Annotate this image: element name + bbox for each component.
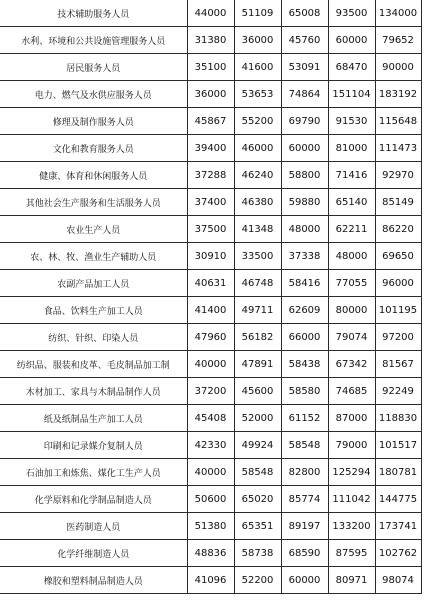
salary-value-cell: 58580 bbox=[281, 378, 328, 405]
salary-value-cell: 37500 bbox=[187, 216, 234, 243]
salary-value-cell: 85149 bbox=[375, 189, 421, 216]
salary-value-cell: 74685 bbox=[328, 378, 375, 405]
salary-value-cell: 69650 bbox=[375, 243, 421, 270]
salary-value-cell: 62609 bbox=[281, 297, 328, 324]
table-row bbox=[0, 405, 421, 432]
salary-value-cell: 79000 bbox=[328, 432, 375, 459]
occupation-cell: 农、林、牧、渔业生产辅助人员 bbox=[0, 243, 187, 270]
table-row bbox=[0, 513, 421, 540]
salary-value-cell: 47960 bbox=[187, 324, 234, 351]
salary-value-cell: 30910 bbox=[187, 243, 234, 270]
salary-value-cell: 58438 bbox=[281, 351, 328, 378]
occupation-cell: 化学纤维制造人员 bbox=[0, 540, 187, 567]
salary-value-cell: 58548 bbox=[234, 459, 281, 486]
salary-value-cell: 68590 bbox=[281, 540, 328, 567]
salary-value-cell: 47891 bbox=[234, 351, 281, 378]
salary-value-cell: 35100 bbox=[187, 54, 234, 81]
salary-value-cell: 90000 bbox=[375, 54, 421, 81]
salary-value-cell: 82800 bbox=[281, 459, 328, 486]
salary-value-cell: 180781 bbox=[375, 459, 421, 486]
salary-value-cell: 56182 bbox=[234, 324, 281, 351]
table-row bbox=[0, 216, 421, 243]
table-row bbox=[0, 567, 421, 594]
table-row bbox=[0, 324, 421, 351]
salary-value-cell: 45600 bbox=[234, 378, 281, 405]
table-row bbox=[0, 135, 421, 162]
salary-value-cell: 55200 bbox=[234, 108, 281, 135]
salary-value-cell: 48000 bbox=[328, 243, 375, 270]
salary-value-cell: 58800 bbox=[281, 162, 328, 189]
occupation-cell: 印刷和记录媒介复制人员 bbox=[0, 432, 187, 459]
occupation-cell: 文化和教育服务人员 bbox=[0, 135, 187, 162]
occupation-cell: 农副产品加工人员 bbox=[0, 270, 187, 297]
salary-value-cell: 45408 bbox=[187, 405, 234, 432]
table-row bbox=[0, 162, 421, 189]
table-row bbox=[0, 459, 421, 486]
table-row bbox=[0, 0, 421, 27]
salary-value-cell: 48000 bbox=[281, 216, 328, 243]
salary-value-cell: 46380 bbox=[234, 189, 281, 216]
salary-value-cell: 53653 bbox=[234, 81, 281, 108]
salary-value-cell: 40631 bbox=[187, 270, 234, 297]
salary-value-cell: 45867 bbox=[187, 108, 234, 135]
salary-value-cell: 87000 bbox=[328, 405, 375, 432]
salary-value-cell: 102762 bbox=[375, 540, 421, 567]
salary-value-cell: 91530 bbox=[328, 108, 375, 135]
salary-value-cell: 115648 bbox=[375, 108, 421, 135]
salary-value-cell: 183192 bbox=[375, 81, 421, 108]
table-row bbox=[0, 108, 421, 135]
salary-value-cell: 101195 bbox=[375, 297, 421, 324]
occupation-cell: 纸及纸制品生产加工人员 bbox=[0, 405, 187, 432]
table-row bbox=[0, 54, 421, 81]
table-row bbox=[0, 270, 421, 297]
salary-value-cell: 86220 bbox=[375, 216, 421, 243]
salary-value-cell: 80971 bbox=[328, 567, 375, 594]
salary-value-cell: 66000 bbox=[281, 324, 328, 351]
salary-value-cell: 59880 bbox=[281, 189, 328, 216]
occupation-cell: 木材加工、家具与木制品制作人员 bbox=[0, 378, 187, 405]
salary-value-cell: 51380 bbox=[187, 513, 234, 540]
salary-value-cell: 125294 bbox=[328, 459, 375, 486]
salary-value-cell: 60000 bbox=[281, 135, 328, 162]
salary-value-cell: 87595 bbox=[328, 540, 375, 567]
salary-value-cell: 173741 bbox=[375, 513, 421, 540]
occupation-cell: 石油加工和炼焦、煤化工生产人员 bbox=[0, 459, 187, 486]
salary-value-cell: 41600 bbox=[234, 54, 281, 81]
salary-value-cell: 58416 bbox=[281, 270, 328, 297]
table-row bbox=[0, 81, 421, 108]
salary-value-cell: 133200 bbox=[328, 513, 375, 540]
table-row bbox=[0, 378, 421, 405]
salary-value-cell: 46748 bbox=[234, 270, 281, 297]
table-row bbox=[0, 297, 421, 324]
salary-value-cell: 37288 bbox=[187, 162, 234, 189]
salary-value-cell: 65351 bbox=[234, 513, 281, 540]
occupation-cell: 电力、燃气及水供应服务人员 bbox=[0, 81, 187, 108]
salary-value-cell: 41348 bbox=[234, 216, 281, 243]
salary-value-cell: 118830 bbox=[375, 405, 421, 432]
salary-value-cell: 111042 bbox=[328, 486, 375, 513]
salary-value-cell: 37338 bbox=[281, 243, 328, 270]
salary-value-cell: 71416 bbox=[328, 162, 375, 189]
salary-value-cell: 52200 bbox=[234, 567, 281, 594]
occupation-cell: 水利、环境和公共设施管理服务人员 bbox=[0, 27, 187, 54]
salary-value-cell: 67342 bbox=[328, 351, 375, 378]
salary-value-cell: 37400 bbox=[187, 189, 234, 216]
salary-value-cell: 42330 bbox=[187, 432, 234, 459]
salary-value-cell: 61152 bbox=[281, 405, 328, 432]
salary-value-cell: 85774 bbox=[281, 486, 328, 513]
salary-value-cell: 65020 bbox=[234, 486, 281, 513]
occupation-cell: 纺织品、服装和皮革、毛皮制品加工制 bbox=[0, 351, 187, 378]
salary-value-cell: 96000 bbox=[375, 270, 421, 297]
salary-value-cell: 80000 bbox=[328, 297, 375, 324]
salary-value-cell: 68470 bbox=[328, 54, 375, 81]
salary-value-cell: 77055 bbox=[328, 270, 375, 297]
salary-value-cell: 60000 bbox=[281, 567, 328, 594]
salary-value-cell: 41096 bbox=[187, 567, 234, 594]
occupation-cell: 农业生产人员 bbox=[0, 216, 187, 243]
occupation-cell: 医药制造人员 bbox=[0, 513, 187, 540]
salary-value-cell: 98074 bbox=[375, 567, 421, 594]
salary-value-cell: 58548 bbox=[281, 432, 328, 459]
salary-value-cell: 48836 bbox=[187, 540, 234, 567]
salary-value-cell: 52000 bbox=[234, 405, 281, 432]
table-row bbox=[0, 27, 421, 54]
salary-value-cell: 111473 bbox=[375, 135, 421, 162]
salary-value-cell: 31380 bbox=[187, 27, 234, 54]
salary-value-cell: 79652 bbox=[375, 27, 421, 54]
salary-value-cell: 51109 bbox=[234, 0, 281, 27]
salary-value-cell: 62211 bbox=[328, 216, 375, 243]
salary-value-cell: 60000 bbox=[328, 27, 375, 54]
salary-value-cell: 97200 bbox=[375, 324, 421, 351]
salary-value-cell: 65008 bbox=[281, 0, 328, 27]
occupation-cell: 纺织、针织、印染人员 bbox=[0, 324, 187, 351]
salary-value-cell: 79074 bbox=[328, 324, 375, 351]
salary-value-cell: 89197 bbox=[281, 513, 328, 540]
salary-value-cell: 81567 bbox=[375, 351, 421, 378]
salary-value-cell: 134000 bbox=[375, 0, 421, 27]
table-row bbox=[0, 351, 421, 378]
salary-value-cell: 46000 bbox=[234, 135, 281, 162]
salary-value-cell: 50600 bbox=[187, 486, 234, 513]
salary-value-cell: 40000 bbox=[187, 459, 234, 486]
salary-value-cell: 92249 bbox=[375, 378, 421, 405]
salary-value-cell: 36000 bbox=[234, 27, 281, 54]
occupation-cell: 橡胶和塑料制品制造人员 bbox=[0, 567, 187, 594]
salary-value-cell: 101517 bbox=[375, 432, 421, 459]
salary-value-cell: 36000 bbox=[187, 81, 234, 108]
salary-value-cell: 49924 bbox=[234, 432, 281, 459]
salary-value-cell: 41400 bbox=[187, 297, 234, 324]
salary-value-cell: 44000 bbox=[187, 0, 234, 27]
salary-value-cell: 65140 bbox=[328, 189, 375, 216]
occupation-cell: 技术辅助服务人员 bbox=[0, 0, 187, 27]
salary-value-cell: 81000 bbox=[328, 135, 375, 162]
salary-value-cell: 58738 bbox=[234, 540, 281, 567]
salary-value-cell: 46240 bbox=[234, 162, 281, 189]
salary-value-cell: 33500 bbox=[234, 243, 281, 270]
salary-value-cell: 93500 bbox=[328, 0, 375, 27]
table-row bbox=[0, 243, 421, 270]
occupation-cell: 食品、饮料生产加工人员 bbox=[0, 297, 187, 324]
table-row bbox=[0, 540, 421, 567]
table-row bbox=[0, 432, 421, 459]
occupation-cell: 居民服务人员 bbox=[0, 54, 187, 81]
salary-value-cell: 37200 bbox=[187, 378, 234, 405]
occupation-cell: 修理及制作服务人员 bbox=[0, 108, 187, 135]
occupation-cell: 其他社会生产服务和生活服务人员 bbox=[0, 189, 187, 216]
salary-value-cell: 69790 bbox=[281, 108, 328, 135]
salary-value-cell: 49711 bbox=[234, 297, 281, 324]
salary-value-cell: 74864 bbox=[281, 81, 328, 108]
salary-value-cell: 151104 bbox=[328, 81, 375, 108]
occupation-cell: 化学原料和化学制品制造人员 bbox=[0, 486, 187, 513]
salary-value-cell: 144775 bbox=[375, 486, 421, 513]
salary-value-cell: 39400 bbox=[187, 135, 234, 162]
occupation-cell: 健康、体育和休闲服务人员 bbox=[0, 162, 187, 189]
salary-value-cell: 40000 bbox=[187, 351, 234, 378]
salary-value-cell: 92970 bbox=[375, 162, 421, 189]
table-row bbox=[0, 189, 421, 216]
salary-value-cell: 53091 bbox=[281, 54, 328, 81]
table-row bbox=[0, 486, 421, 513]
salary-value-cell: 45760 bbox=[281, 27, 328, 54]
